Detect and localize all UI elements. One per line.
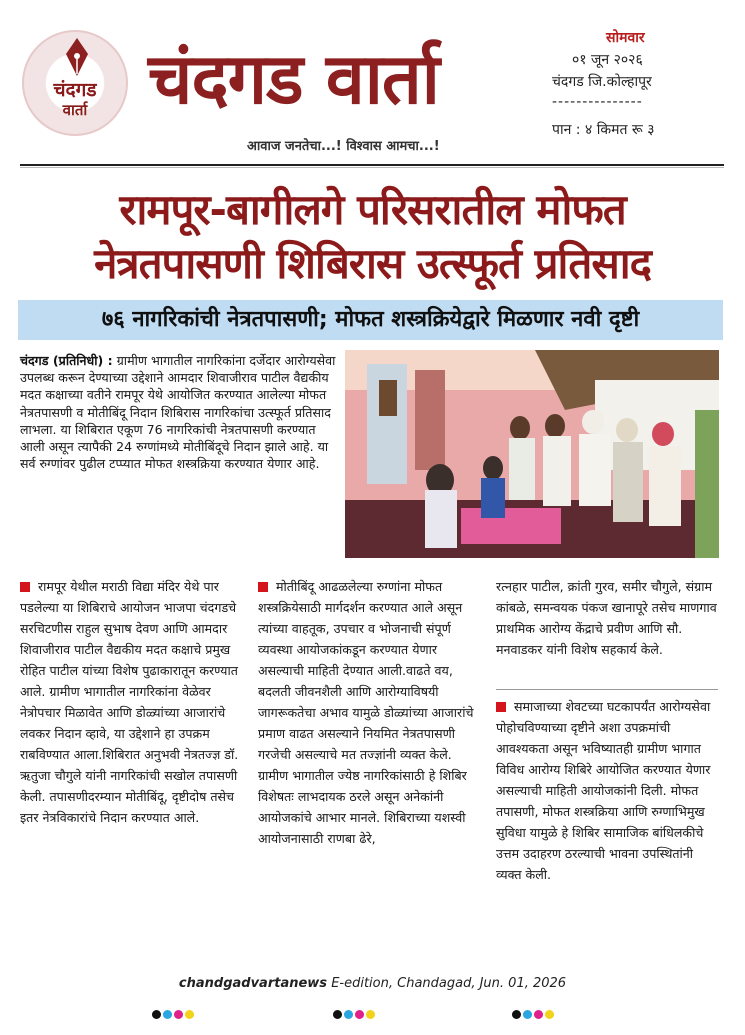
issue-place: चंदगड जि.कोल्हापूर: [552, 74, 652, 90]
footer-edition-text: E-edition, Chandagad, Jun. 01, 2026: [327, 976, 567, 991]
column-2-text: मोतीबिंदू आढळलेल्या रुग्णांना मोफत शस्त्रक्रियेसाठी मार्गदर्शन करण्यात आले असून त्यांच्या वाहतूक, उपचार व भोजनाची संपूर्ण व्यवस्था आयोजकांकडून करण्यात येणार असल्याची माहिती देण्यात आली.वाढते वय, बदलती जीवनशैली आणि आरोग्याविषयी जागरूकतेचा अभाव यामुळे डोळ्यांच्या आजारांचे प्रमाण वाढत असल्याने नियमित नेत्रतपासणी गरजेची असल्याचे मत तज्ज्ञांनी व्यक्त केले. ग्रामीण भागातील ज्येष्ठ नागरिकांसाठी हे शिबिर विशेषतः लाभदायक ठरले असून अनेकांनी आयोजकांचे आभार मानले. शिबिराच्या यशस्वी आयोजनासाठी राणबा ढेरे,: [258, 579, 474, 846]
subheadline: ७६ नागरिकांची नेत्रतपासणी; मोफत शस्त्रक्रियेद्वारे मिळणार नवी दृष्टी: [18, 300, 723, 340]
article-column-1: [20, 576, 246, 828]
masthead-rule-thin: [20, 167, 724, 168]
lead-text: ग्रामीण भागातील नागरिकांना दर्जेदार आरोग्यसेवा उपलब्ध करून देण्याच्या उद्देशाने आमदार शिवाजीराव पाटील वैद्यकीय मदत कक्षाच्या वतीने रामपूर येथे आयोजित करण्यात आलेल्या मोफत नेत्रतपासणी व मोतीबिंदू निदान शिबिरास नागरिकांचा उत्स्फूर्त प्रतिसाद लाभला. या शिबिरात एकूण 76 नागरिकांची नेत्रतपासणी करण्यात आली असून त्यापैकी 24 रुग्णांमध्ये मोतीबिंदूचे निदान झाले आहे. या सर्व रुग्णांवर पुढील टप्प्यात मोफत शस्त्रक्रिया करण्यात येणार आहे.: [20, 353, 336, 472]
headline-line2: नेत्रतपासणी शिबिरास उत्स्फूर्त प्रतिसाद: [94, 239, 651, 288]
lead-paragraph: [20, 352, 336, 472]
bullet-square-icon: [496, 702, 506, 712]
color-registration-marks-right: [512, 1004, 558, 1018]
column-3b-text: समाजाच्या शेवटच्या घटकापर्यंत आरोग्यसेवा पोहोचविण्याच्या दृष्टीने अशा उपक्रमांची आवश्यकता असून भविष्यातही ग्रामीण भागात विविध आरोग्य शिबिरे आयोजित करण्यात येणार असल्याची माहिती आयोजकांनी दिली. मोफत तपासणी, मोफत शस्त्रक्रिया आणि रुग्णाभिमुख सुविधा यामुळे हे शिबिर सामाजिक बांधिलकीचे उत्तम उदाहरण ठरल्याची भावना उपस्थितांनी व्यक्त केली.: [496, 699, 711, 882]
column-1-text: रामपूर येथील मराठी विद्या मंदिर येथे पार पडलेल्या या शिबिराचे आयोजन भाजपा चंदगडचे सरचिटणीस राहुल सुभाष देवण आणि आमदार शिवाजीराव पाटील वैद्यकीय मदत कक्षाचे प्रमुख रोहित पाटील यांच्या विशेष पुढाकारातून करण्यात आले. ग्रामीण भागातील नागरिकांना वेळेवर नेत्रोपचार मिळावेत आणि डोळ्यांच्या आजारांचे लवकर निदान व्हावे, या उद्देशाने हा उपक्रम राबविण्यात आला.शिबिरात अनुभवी नेत्रतज्ज्ञ डॉ. ऋतुजा चौगुले यांनी नागरिकांची सखोल तपासणी केली. तपासणीदरम्यान मोतीबिंदू, दृष्टीदोष तसेच इतर नेत्रविकारांचे निदान करण्यात आले.: [20, 579, 239, 825]
newspaper-title: चंदगड वार्ता: [148, 38, 439, 120]
color-registration-marks-center: [333, 1004, 379, 1018]
pen-nib-icon: [64, 38, 90, 78]
logo-text-line2: वार्ता: [62, 101, 88, 119]
footer-site: chandgadvartanews: [178, 976, 328, 991]
article-column-3b: [496, 696, 718, 885]
newspaper-logo: [22, 30, 128, 136]
page-and-price: पान : ४ किमत रू ३: [552, 122, 655, 138]
issue-day: सोमवार: [606, 30, 645, 46]
logo-text-line1: चंदगड: [53, 79, 97, 101]
tagline: आवाज जनतेचा...! विश्वास आमचा...!: [247, 139, 440, 154]
dateline: चंदगड (प्रतिनिधी) :: [20, 353, 113, 368]
footer-edition-line: [0, 976, 745, 991]
event-photo: [345, 350, 719, 558]
bullet-square-icon: [258, 582, 268, 592]
info-divider: ---------------: [552, 94, 643, 110]
bullet-square-icon: [20, 582, 30, 592]
column-3a-text: रत्नहार पाटील, क्रांती गुरव, समीर चौगुले, संग्राम कांबळे, समन्वयक पंकज खानापूरे तसेच माणगाव प्राथमिक आरोग्य केंद्राचे प्रवीण आणि सौ. मनवाडकर यांनी विशेष सहकार्य केले.: [496, 579, 717, 657]
masthead-rule: [20, 164, 724, 166]
color-registration-marks-left: [152, 1004, 198, 1018]
issue-date: ०१ जून २०२६: [572, 52, 643, 68]
headline-line1: रामपूर-बागीलगे परिसरातील मोफत: [119, 185, 626, 234]
article-column-2: [258, 576, 484, 849]
article-column-3a: [496, 576, 718, 660]
column-3-divider: [496, 689, 718, 690]
